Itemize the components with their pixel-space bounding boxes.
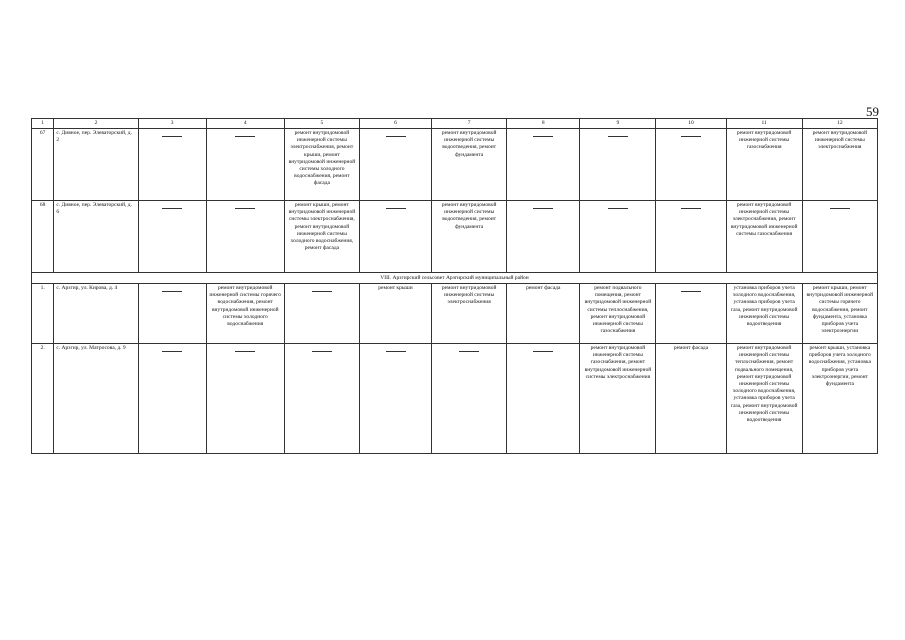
column-header: 11 xyxy=(726,119,802,129)
dash-mark xyxy=(235,136,255,137)
empty-cell xyxy=(580,201,656,273)
empty-cell xyxy=(206,344,284,454)
work-cell: ремонт внутридомовой инженерной системы горячего водоснабжения, ремонт внутридомовой инженерной системы холодного водоснабжения xyxy=(206,284,284,344)
empty-cell xyxy=(507,344,580,454)
column-header: 12 xyxy=(802,119,877,129)
dash-mark xyxy=(533,136,553,137)
empty-cell xyxy=(138,344,206,454)
address-cell: с. Арзгир, ул. Кирова, д. 4 xyxy=(54,284,138,344)
column-header: 6 xyxy=(359,119,431,129)
empty-cell xyxy=(359,344,431,454)
address-cell: с. Арзгир, ул. Матросова, д. 9 xyxy=(54,344,138,454)
work-cell: ремонт крыши, ремонт внутридомовой инженерной системы горячего водоснабжения, ремонт фундамента, установка приборов учета электроэнергии xyxy=(802,284,877,344)
works-table xyxy=(31,118,878,454)
dash-mark xyxy=(608,208,628,209)
empty-cell xyxy=(284,284,359,344)
work-cell: ремонт фасада xyxy=(656,344,726,454)
dash-mark xyxy=(386,136,406,137)
work-cell: ремонт крыши, ремонт внутридомовой инженерной системы электроснабжения, ремонт внутридомовой инженерной системы холодного водоснабжения, ремонт фасада xyxy=(284,201,359,273)
column-header: 3 xyxy=(138,119,206,129)
empty-cell xyxy=(656,201,726,273)
empty-cell xyxy=(206,201,284,273)
dash-mark xyxy=(162,291,182,292)
empty-cell xyxy=(206,129,284,201)
table-row xyxy=(32,344,878,454)
column-header: 7 xyxy=(432,119,507,129)
empty-cell xyxy=(580,129,656,201)
work-cell: установка приборов учета холодного водоснабжения, установка приборов учета газа, ремонт внутридомовой инженерной системы водоотведения xyxy=(726,284,802,344)
empty-cell xyxy=(507,201,580,273)
row-number: 68 xyxy=(32,201,54,273)
table-row xyxy=(32,284,878,344)
work-cell: ремонт внутридомовой инженерной системы теплоснабжения, ремонт подвального помещения, ремонт внутридомовой инженерной системы холодного водоснабжения, установка приборов учета газа, ремонт внутридомовой инженерной системы водоотведения xyxy=(726,344,802,454)
column-header: 1 xyxy=(32,119,54,129)
address-cell: с. Дивное, пер. Элеваторский, д. 2 xyxy=(54,129,138,201)
dash-mark xyxy=(830,208,850,209)
work-cell: ремонт внутридомовой инженерной системы газоснабжения xyxy=(726,129,802,201)
column-header: 8 xyxy=(507,119,580,129)
dash-mark xyxy=(162,351,182,352)
empty-cell xyxy=(359,201,431,273)
section-row xyxy=(32,273,878,284)
empty-cell xyxy=(284,344,359,454)
table-body-arzgir xyxy=(32,284,878,454)
column-header: 4 xyxy=(206,119,284,129)
dash-mark xyxy=(235,208,255,209)
empty-cell xyxy=(359,129,431,201)
work-cell: ремонт внутридомовой инженерной системы водоотведения, ремонт фундамента xyxy=(432,129,507,201)
dash-mark xyxy=(312,351,332,352)
empty-cell xyxy=(138,284,206,344)
row-number: 1. xyxy=(32,284,54,344)
column-header: 10 xyxy=(656,119,726,129)
empty-cell xyxy=(802,201,877,273)
empty-cell xyxy=(138,201,206,273)
page-number: 59 xyxy=(866,104,879,119)
empty-cell xyxy=(138,129,206,201)
row-number: 67 xyxy=(32,129,54,201)
dash-mark xyxy=(681,208,701,209)
empty-cell xyxy=(656,284,726,344)
work-cell: ремонт внутридомовой инженерной системы электроснабжения, ремонт внутридомовой инженерной системы газоснабжения xyxy=(726,201,802,273)
dash-mark xyxy=(386,351,406,352)
empty-cell xyxy=(507,129,580,201)
work-cell: ремонт подвального помещения, ремонт внутридомовой инженерной системы теплоснабжения, ремонт внутридомовой инженерной системы газоснабжения xyxy=(580,284,656,344)
work-cell: ремонт фасада xyxy=(507,284,580,344)
work-cell: ремонт внутридомовой инженерной системы водоотведения, ремонт фундамента xyxy=(432,201,507,273)
dash-mark xyxy=(459,351,479,352)
work-cell: ремонт внутридомовой инженерной системы электроснабжения xyxy=(432,284,507,344)
work-cell: ремонт крыши, установка приборов учета холодного водоснабжения, установка приборов учета электроэнергии, ремонт фундамента xyxy=(802,344,877,454)
dash-mark xyxy=(162,136,182,137)
column-header: 9 xyxy=(580,119,656,129)
table-row xyxy=(32,201,878,273)
empty-cell xyxy=(656,129,726,201)
dash-mark xyxy=(533,208,553,209)
column-header: 2 xyxy=(54,119,138,129)
work-cell: ремонт внутридомовой инженерной системы электроснабжения, ремонт крыши, ремонт внутридомовой инженерной системы холодного водоснабжения, ремонт фасада xyxy=(284,129,359,201)
dash-mark xyxy=(533,351,553,352)
row-number: 2. xyxy=(32,344,54,454)
dash-mark xyxy=(162,208,182,209)
work-cell: ремонт внутридомовой инженерной системы газоснабжения, ремонт внутридомовой инженерной системы электроснабжения xyxy=(580,344,656,454)
work-cell: ремонт крыши xyxy=(359,284,431,344)
dash-mark xyxy=(235,351,255,352)
section-title: VIII. Арзгирский сельсовет Арзгирский муниципальный район xyxy=(32,273,878,284)
dash-mark xyxy=(312,291,332,292)
dash-mark xyxy=(608,136,628,137)
dash-mark xyxy=(681,136,701,137)
dash-mark xyxy=(681,291,701,292)
column-header: 5 xyxy=(284,119,359,129)
table-row xyxy=(32,129,878,201)
work-cell: ремонт внутридомовой инженерной системы электроснабжения xyxy=(802,129,877,201)
dash-mark xyxy=(386,208,406,209)
table-body-divnoe xyxy=(32,129,878,273)
empty-cell xyxy=(432,344,507,454)
table-header-row xyxy=(32,119,878,129)
address-cell: с. Дивное, пер. Элеваторский, д. 6 xyxy=(54,201,138,273)
